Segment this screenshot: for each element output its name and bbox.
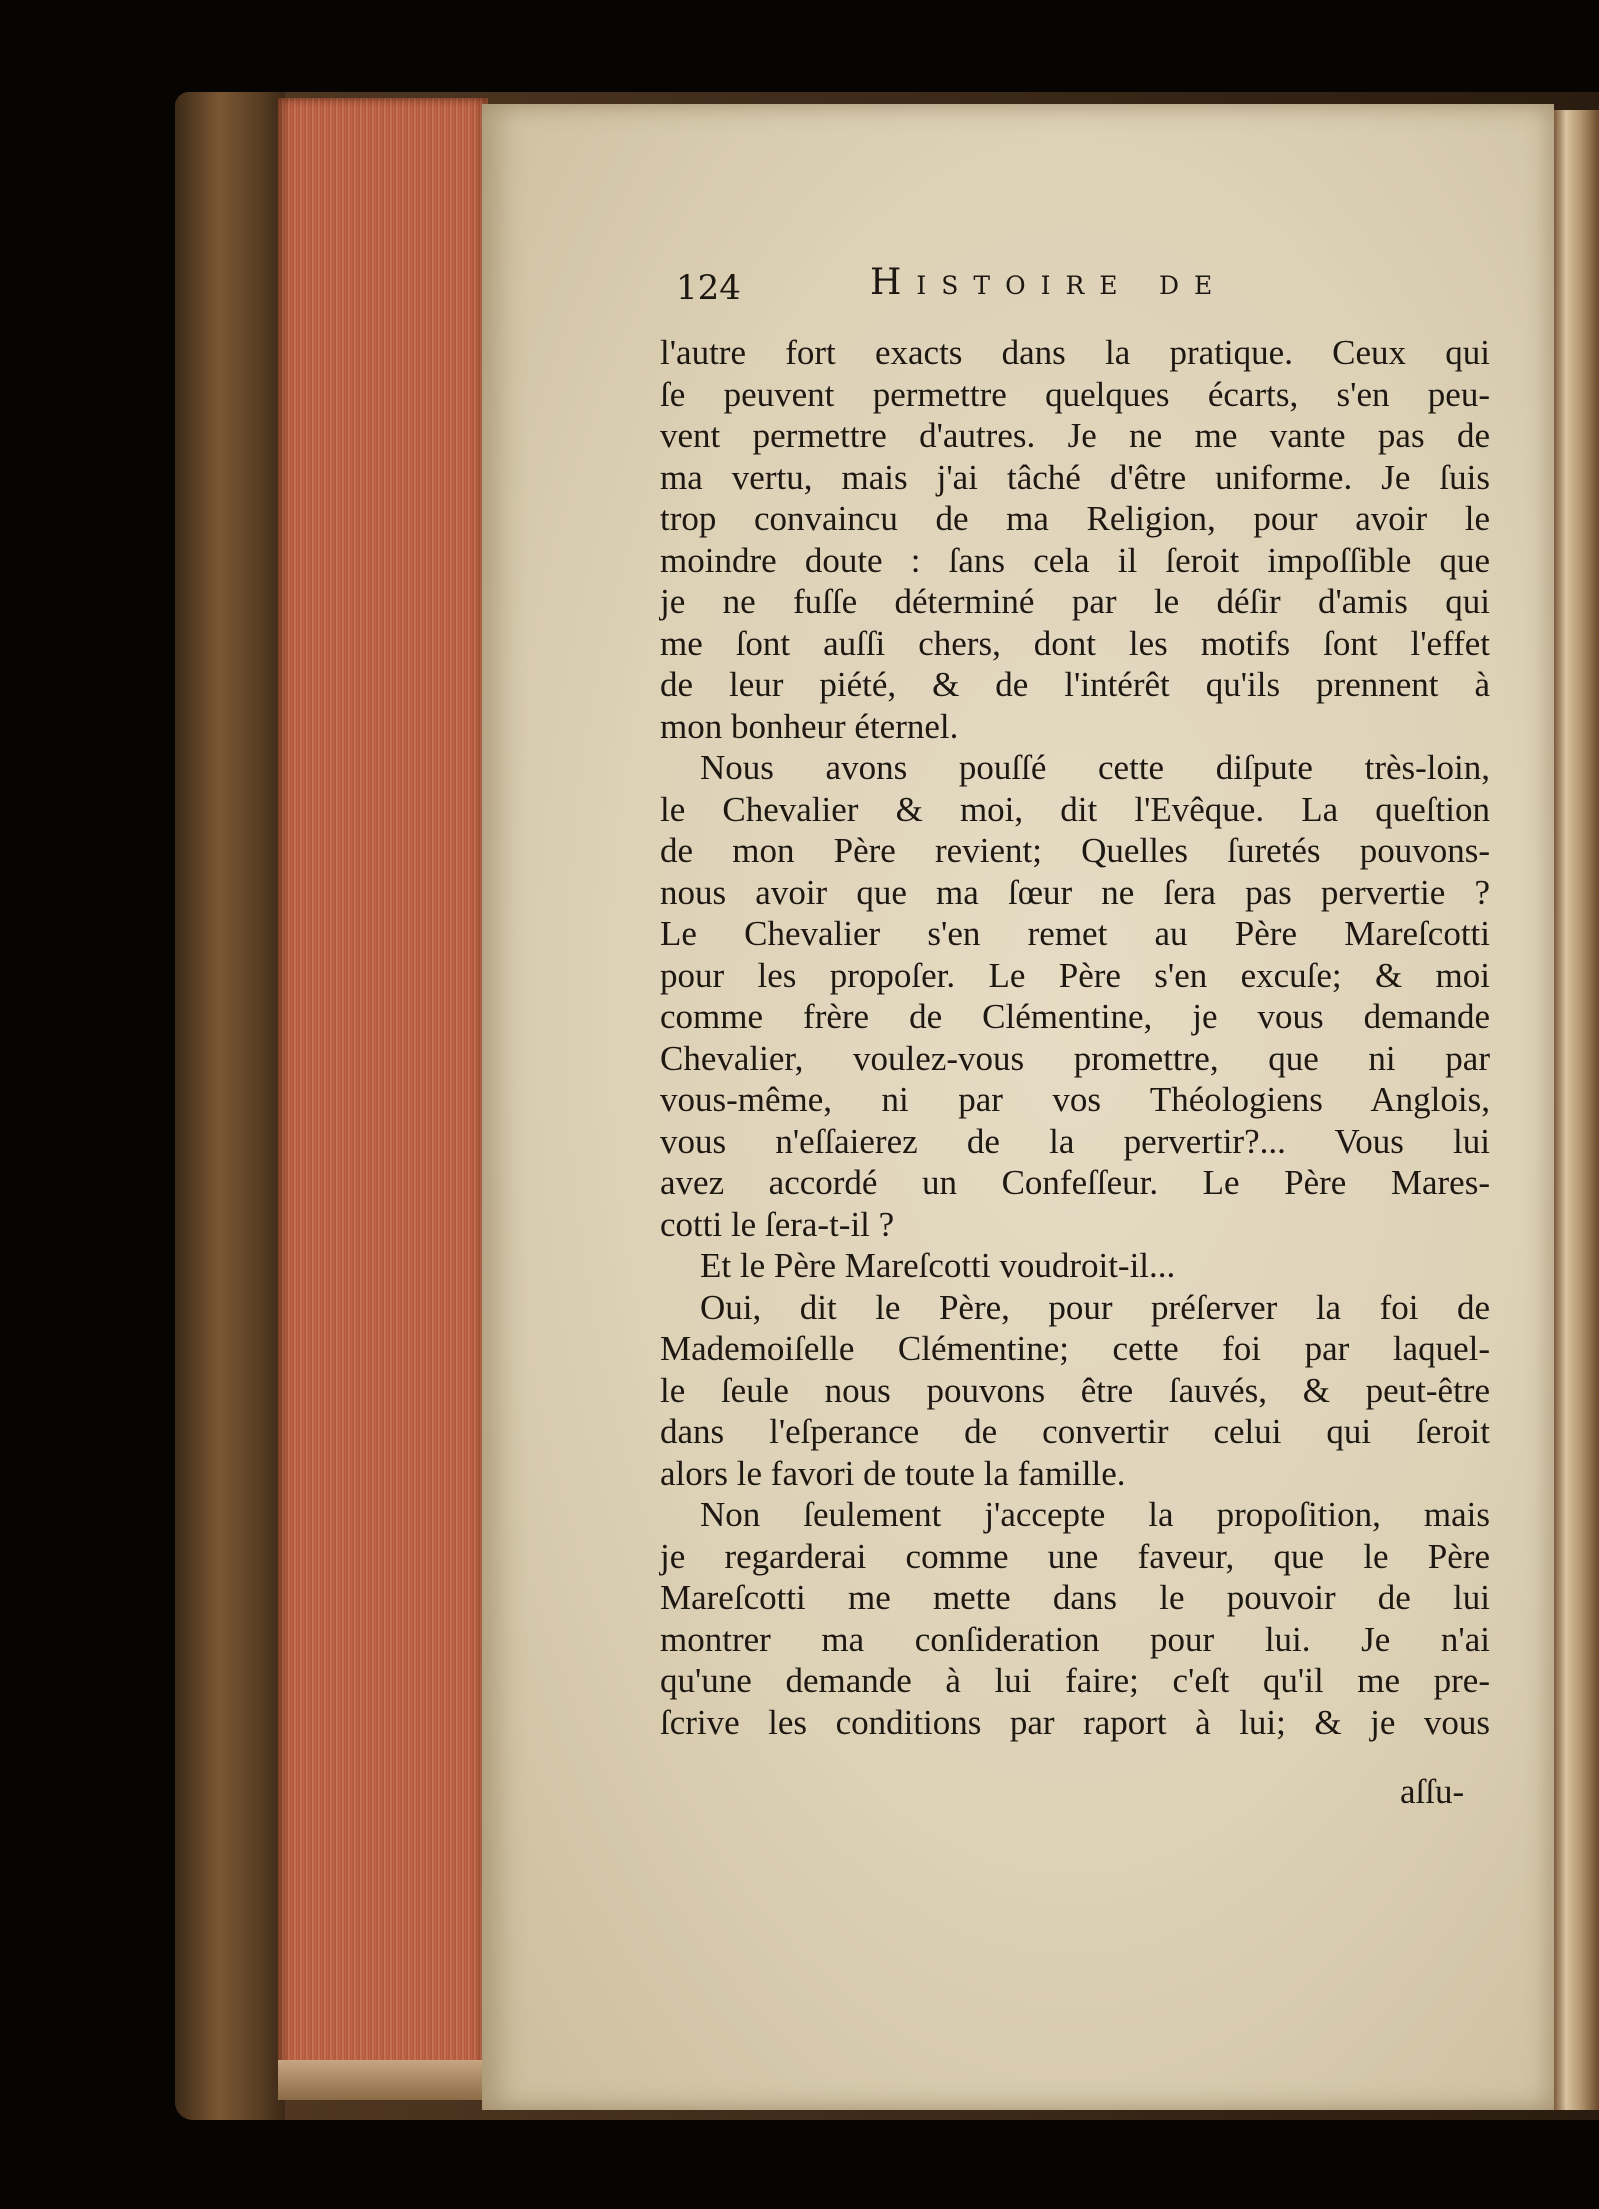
text-line: vous-même, ni par vos Théologiens Anglois, [660, 1080, 1490, 1119]
text-line: me ſont auſſi chers, dont les motifs ſont l'effet [660, 623, 1490, 663]
text-line: ma vertu, mais j'ai tâché d'être uniforme. Je ſuis [660, 457, 1490, 497]
text-line: vous n'eſſaierez de la pervertir?... Vous lui [660, 1121, 1490, 1161]
cover-edge [175, 92, 285, 2120]
text-line: Mareſcotti me mette dans le pouvoir de lui [660, 1578, 1490, 1617]
text-line: je regarderai comme une faveur, que le Père [660, 1536, 1490, 1576]
text-line: de leur piété, & de l'intérêt qu'ils prennent à [660, 665, 1490, 704]
text-line: je ne fuſſe déterminé par le déſir d'amis qui [660, 582, 1490, 621]
text-line: dans l'eſperance de convertir celui qui ſeroit [660, 1412, 1490, 1451]
facing-page-edge [1552, 110, 1599, 2110]
paragraph-start: Non ſeulement j'accepte la propoſition, mais [700, 1495, 1490, 1534]
text-line: cotti le ſera-t-il ? [660, 1204, 895, 1244]
text-line: mon bonheur éternel. [660, 706, 959, 746]
paragraph-start: Nous avons pouſſé cette diſpute très-loin, [700, 748, 1490, 787]
text-line: ſe peuvent permettre quelques écarts, s'en peu- [660, 374, 1490, 414]
page-number: 124 [676, 268, 741, 308]
text-line: le Chevalier & moi, dit l'Evêque. La queſtion [660, 789, 1490, 829]
text-line: pour les propoſer. Le Père s'en excuſe; & moi [660, 955, 1490, 995]
page-header [660, 262, 1490, 322]
paragraph-start: Et le Père Mareſcotti voudroit-il... [700, 1246, 1176, 1285]
page-edges-bottom [278, 2060, 488, 2100]
text-line: Chevalier, voulez-vous promettre, que ni par [660, 1038, 1490, 1078]
running-head: Histoire de [870, 262, 1228, 303]
text-line: Mademoiſelle Clémentine; cette foi par laquel- [660, 1329, 1490, 1368]
text-line: comme frère de Clémentine, je vous demande [660, 997, 1490, 1036]
text-line: Le Chevalier s'en remet au Père Mareſcotti [660, 914, 1490, 953]
text-line: le ſeule nous pouvons être ſauvés, & peut-être [660, 1370, 1490, 1410]
text-line: ſcrive les conditions par raport à lui; & je vous [660, 1702, 1490, 1742]
text-line: vent permettre d'autres. Je ne me vante pas de [660, 416, 1490, 455]
text-line: alors le favori de toute la famille. [660, 1453, 1126, 1493]
red-page-edges [278, 98, 488, 2088]
text-line: l'autre fort exacts dans la pratique. Ceux qui [660, 333, 1490, 372]
text-line: de mon Père revient; Quelles ſuretés pouvons- [660, 831, 1490, 870]
text-line: avez accordé un Confeſſeur. Le Père Mares- [660, 1163, 1490, 1202]
catchword: aſſu- [1400, 1772, 1465, 1811]
body-text [660, 332, 1490, 1743]
text-line: qu'une demande à lui faire; c'eſt qu'il me pre- [660, 1661, 1490, 1700]
text-line: moindre doute : ſans cela il ſeroit impoſſible que [660, 540, 1490, 580]
text-line: montrer ma conſideration pour lui. Je n'ai [660, 1619, 1490, 1659]
text-line: trop convaincu de ma Religion, pour avoir le [660, 499, 1490, 538]
paragraph-start: Oui, dit le Père, pour préſerver la foi de [700, 1287, 1490, 1327]
text-line: nous avoir que ma ſœur ne ſera pas pervertie ? [660, 872, 1490, 912]
